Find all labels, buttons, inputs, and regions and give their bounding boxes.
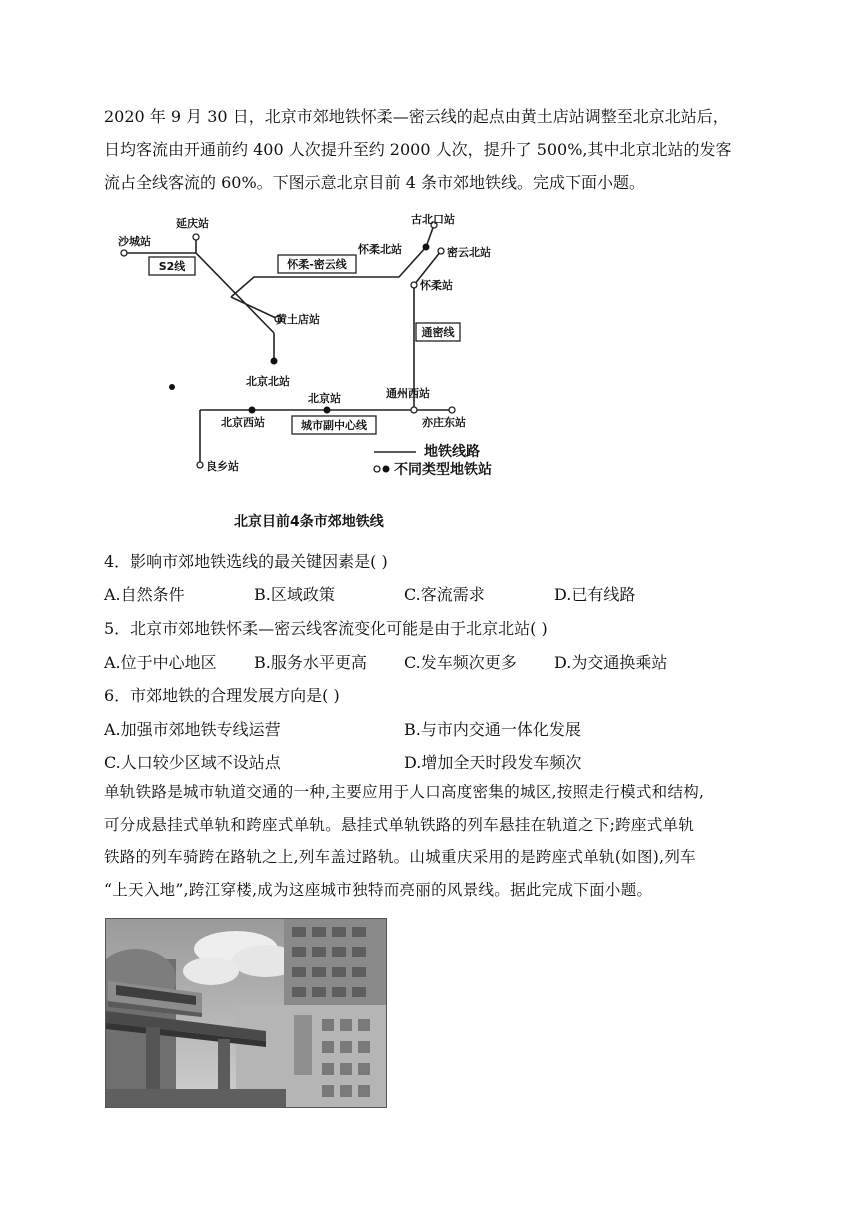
label-beijing-north: 北京北站 bbox=[246, 375, 290, 388]
monorail-photo-illustration bbox=[106, 919, 386, 1107]
question-6-stem: 6．市郊地铁的合理发展方向是( ) bbox=[104, 686, 340, 705]
stray-dot bbox=[169, 384, 175, 390]
q6-option-c: C.人口较少区域不设站点 bbox=[104, 753, 281, 772]
huairou-miyun-line-path-2 bbox=[231, 297, 278, 319]
label-beijing: 北京站 bbox=[308, 392, 341, 405]
label-beijing-west: 北京西站 bbox=[221, 416, 265, 429]
label-huangtudian: 黄土店站 bbox=[276, 313, 320, 326]
legend-open-station bbox=[374, 466, 380, 472]
station-marker-beijing bbox=[324, 407, 331, 414]
legend-station-label: 不同类型地铁站 bbox=[394, 462, 492, 478]
intro-paragraph bbox=[104, 100, 760, 199]
station-marker-tongzhou-west bbox=[411, 407, 417, 413]
monorail-paragraph bbox=[104, 776, 760, 906]
station-marker-liangxiang bbox=[197, 462, 203, 468]
station-marker-miyun-north bbox=[438, 248, 444, 254]
station-marker-beijing-west bbox=[249, 407, 256, 414]
suburban-rail-map bbox=[104, 205, 524, 535]
passage2-line-2: 可分成悬挂式单轨和跨座式单轨。悬挂式单轨铁路的列车悬挂在轨道之下;跨座式单轨 bbox=[104, 815, 695, 834]
passage2-line-4: “上天入地”,跨江穿楼,成为这座城市独特而亮丽的风景线。据此完成下面小题。 bbox=[104, 880, 653, 899]
passage2-line-1: 单轨铁路是城市轨道交通的一种,主要应用于人口高度密集的城区,按照走行模式和结构, bbox=[104, 783, 705, 801]
line-label-s2: S2线 bbox=[158, 260, 186, 273]
legend-line-label: 地铁线路 bbox=[424, 444, 480, 460]
line-label-sub-center: 城市副中心线 bbox=[301, 419, 367, 432]
station-marker-beijing-north bbox=[271, 358, 278, 365]
line-label-huairou-miyun: 怀柔-密云线 bbox=[287, 258, 347, 271]
q6-option-a: A.加强市郊地铁专线运营 bbox=[104, 720, 281, 739]
station-marker-huairou-north bbox=[423, 244, 430, 251]
intro-line-2: 日均客流由开通前约 400 人次提升至约 2000 人次，提升了 500%,其中北京北站的发客 bbox=[104, 140, 732, 159]
q5-option-d: D.为交通换乘站 bbox=[554, 653, 668, 672]
intro-line-3: 流占全线客流的 60%。下图示意北京目前 4 条市郊地铁线。完成下面小题。 bbox=[104, 173, 646, 192]
passage2-line-3: 铁路的列车骑跨在路轨之上,列车盖过路轨。山城重庆采用的是跨座式单轨(如图),列车 bbox=[104, 848, 696, 866]
station-marker-yizhuang-east bbox=[449, 407, 455, 413]
station-marker-yanqing bbox=[193, 234, 199, 240]
intro-line-1: 2020 年 9 月 30 日，北京市郊地铁怀柔—密云线的起点由黄土店站调整至北京北站后， bbox=[104, 107, 729, 126]
label-yanqing: 延庆站 bbox=[176, 217, 209, 230]
question-4-stem: 4．影响市郊地铁选线的最关键因素是( ) bbox=[104, 552, 388, 571]
legend-solid-station bbox=[383, 466, 390, 473]
line-label-tongmi: 通密线 bbox=[421, 326, 455, 339]
label-shacheng: 沙城站 bbox=[118, 235, 151, 248]
label-gubeikou: 古北口站 bbox=[411, 213, 455, 226]
q4-option-d: D.已有线路 bbox=[554, 585, 636, 604]
label-huairou: 怀柔站 bbox=[420, 279, 453, 292]
station-marker-shacheng bbox=[121, 250, 127, 256]
label-huairou-north: 怀柔北站 bbox=[358, 243, 402, 256]
label-tongzhou-west: 通州西站 bbox=[386, 387, 430, 400]
question-5-stem: 5．北京市郊地铁怀柔—密云线客流变化可能是由于北京北站( ) bbox=[104, 619, 548, 638]
q6-option-d: D.增加全天时段发车频次 bbox=[404, 753, 582, 772]
q5-option-a: A.位于中心地区 bbox=[104, 653, 217, 672]
map-caption: 北京目前4条市郊地铁线 bbox=[234, 514, 384, 530]
label-liangxiang: 良乡站 bbox=[206, 460, 239, 473]
station-marker-huairou bbox=[411, 282, 417, 288]
q4-option-a: A.自然条件 bbox=[104, 585, 185, 604]
label-yizhuang-east: 亦庄东站 bbox=[422, 416, 466, 429]
q5-option-b: B.服务水平更高 bbox=[254, 653, 367, 672]
q4-option-c: C.客流需求 bbox=[404, 585, 485, 604]
label-miyun-north: 密云北站 bbox=[447, 246, 491, 259]
q5-option-c: C.发车频次更多 bbox=[404, 653, 517, 672]
q6-option-b: B.与市内交通一体化发展 bbox=[404, 720, 581, 739]
monorail-photo bbox=[105, 918, 387, 1108]
q4-option-b: B.区域政策 bbox=[254, 585, 335, 604]
